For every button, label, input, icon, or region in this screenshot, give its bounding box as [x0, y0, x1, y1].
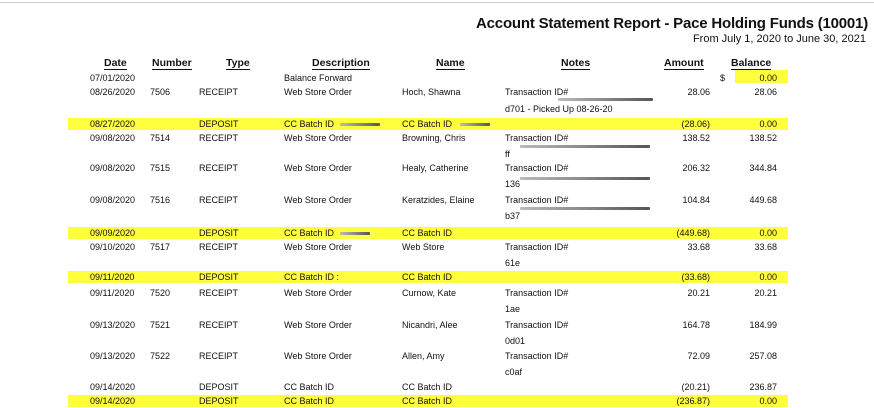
col-header-notes: Notes [561, 57, 591, 69]
redaction-mark [340, 123, 380, 126]
cell-name: Curnow, Kate [402, 288, 457, 298]
report-period: From July 1, 2020 to June 30, 2021 [692, 33, 866, 45]
cell-notes: Transaction ID# [505, 351, 569, 361]
cell-date: 09/08/2020 [90, 163, 136, 173]
cell-notes-detail: 61e [505, 258, 521, 268]
cell-amount: (20.21) [681, 382, 710, 392]
cell-description: Balance Forward [284, 73, 353, 83]
cell-amount: (449.68) [676, 228, 710, 238]
cell-balance: 236.87 [749, 382, 777, 392]
cell-date: 09/09/2020 [90, 228, 136, 238]
cell-name: CC Batch ID [402, 272, 453, 282]
cell-notes: Transaction ID# [505, 133, 569, 143]
cell-balance: 138.52 [749, 133, 777, 143]
cell-notes: Transaction ID# [505, 195, 569, 205]
cell-date: 09/11/2020 [90, 272, 135, 282]
redaction-mark [460, 123, 490, 126]
cell-notes: Transaction ID# [505, 320, 569, 330]
cell-name: CC Batch ID [402, 228, 453, 238]
cell-description: CC Batch ID [284, 119, 335, 129]
cell-amount: 138.52 [682, 133, 710, 143]
cell-date: 07/01/2020 [90, 73, 136, 83]
cell-number: 7516 [150, 195, 171, 205]
redaction-mark [558, 98, 653, 101]
cell-notes: Transaction ID# [505, 242, 569, 252]
cell-notes-detail: 1ae [505, 304, 521, 314]
cell-number: 7517 [150, 242, 171, 252]
redaction-mark [520, 145, 650, 148]
cell-description: Web Store Order [284, 195, 352, 205]
cell-number: 7521 [150, 320, 171, 330]
cell-date: 09/10/2020 [90, 242, 136, 252]
col-header-type: Type [226, 57, 250, 69]
cell-balance: 184.99 [749, 320, 777, 330]
cell-description: CC Batch ID [284, 228, 335, 238]
redaction-mark [340, 232, 370, 235]
cell-type: DEPOSIT [199, 228, 239, 238]
cell-name: Nicandri, Alee [402, 320, 458, 330]
cell-type: RECEIPT [199, 163, 239, 173]
cell-name: Browning, Chris [402, 133, 466, 143]
col-header-description: Description [312, 57, 370, 69]
cell-amount: 206.32 [682, 163, 710, 173]
cell-number: 7520 [150, 288, 171, 298]
cell-notes-detail: b37 [505, 211, 521, 221]
cell-notes: Transaction ID# [505, 163, 569, 173]
cell-balance: 33.68 [754, 242, 777, 252]
cell-number: 7522 [150, 351, 171, 361]
cell-description: CC Batch ID : [284, 272, 340, 282]
cell-type: DEPOSIT [199, 119, 239, 129]
cell-date: 08/26/2020 [90, 87, 136, 97]
cell-type: RECEIPT [199, 242, 239, 252]
cell-type: DEPOSIT [199, 396, 239, 406]
cell-balance: 344.84 [749, 163, 777, 173]
cell-amount: 28.06 [687, 87, 710, 97]
cell-name: CC Batch ID [402, 119, 453, 129]
cell-date: 09/08/2020 [90, 195, 136, 205]
cell-date: 09/14/2020 [90, 396, 136, 406]
col-header-amount: Amount [664, 57, 704, 69]
cell-balance: 28.06 [754, 87, 777, 97]
cell-balance: 0.00 [759, 73, 777, 83]
cell-name: Web Store [402, 242, 445, 252]
cell-type: RECEIPT [199, 288, 239, 298]
cell-balance: 0.00 [759, 119, 777, 129]
cell-type: RECEIPT [199, 320, 239, 330]
cell-date: 09/08/2020 [90, 133, 136, 143]
cell-notes-detail: 0d01 [505, 336, 526, 346]
cell-balance: 257.08 [749, 351, 777, 361]
cell-type: RECEIPT [199, 195, 239, 205]
cell-date: 08/27/2020 [90, 119, 136, 129]
cell-description: Web Store Order [284, 320, 352, 330]
cell-notes: Transaction ID# [505, 288, 569, 298]
cell-notes-detail: 136 [505, 179, 521, 189]
redaction-mark [520, 177, 650, 180]
cell-notes-detail: c0af [505, 367, 523, 377]
cell-name: Allen, Amy [402, 351, 445, 361]
cell-amount: (28.06) [681, 119, 710, 129]
cell-number: 7515 [150, 163, 171, 173]
cell-balance: 20.21 [754, 288, 777, 298]
col-header-name: Name [436, 57, 465, 69]
cell-number: 7506 [150, 87, 171, 97]
report-title: Account Statement Report - Pace Holding Funds (10001) [476, 15, 868, 32]
cell-name: Hoch, Shawna [402, 87, 461, 97]
cell-description: Web Store Order [284, 351, 352, 361]
cell-notes-detail: ff [505, 149, 510, 159]
cell-type: RECEIPT [199, 87, 239, 97]
cell-name: CC Batch ID [402, 396, 453, 406]
cell-amount: 164.78 [682, 320, 710, 330]
cell-date: 09/13/2020 [90, 351, 136, 361]
cell-name: CC Batch ID [402, 382, 453, 392]
cell-balance: 0.00 [759, 228, 777, 238]
top-rule [0, 2, 874, 3]
cell-description: Web Store Order [284, 163, 352, 173]
cell-balance: 0.00 [759, 396, 777, 406]
cell-type: RECEIPT [199, 133, 239, 143]
cell-date: 09/13/2020 [90, 320, 136, 330]
cell-balance: 449.68 [749, 195, 777, 205]
cell-notes: Transaction ID# [505, 87, 569, 97]
cell-notes-detail: d701 - Picked Up 08-26-20 [505, 104, 613, 114]
cell-amount: (33.68) [681, 272, 710, 282]
cell-type: DEPOSIT [199, 382, 239, 392]
redaction-mark [520, 207, 650, 210]
cell-amount: 20.21 [687, 288, 710, 298]
cell-amount: 72.09 [687, 351, 710, 361]
cell-amount: 33.68 [687, 242, 710, 252]
col-header-number: Number [152, 57, 192, 69]
cell-description: Web Store Order [284, 87, 352, 97]
cell-currency: $ [720, 73, 726, 83]
col-header-date: Date [104, 57, 127, 69]
cell-date: 09/11/2020 [90, 288, 135, 298]
cell-date: 09/14/2020 [90, 382, 136, 392]
cell-type: RECEIPT [199, 351, 239, 361]
cell-description: CC Batch ID [284, 382, 335, 392]
cell-balance: 0.00 [759, 272, 777, 282]
cell-type: DEPOSIT [199, 272, 239, 282]
cell-description: Web Store Order [284, 133, 352, 143]
cell-amount: (236.87) [676, 396, 710, 406]
cell-name: Keratzides, Elaine [402, 195, 475, 205]
cell-number: 7514 [150, 133, 171, 143]
col-header-balance: Balance [731, 57, 772, 69]
cell-description: CC Batch ID [284, 396, 335, 406]
cell-description: Web Store Order [284, 288, 352, 298]
cell-name: Healy, Catherine [402, 163, 469, 173]
cell-description: Web Store Order [284, 242, 352, 252]
cell-amount: 104.84 [682, 195, 710, 205]
